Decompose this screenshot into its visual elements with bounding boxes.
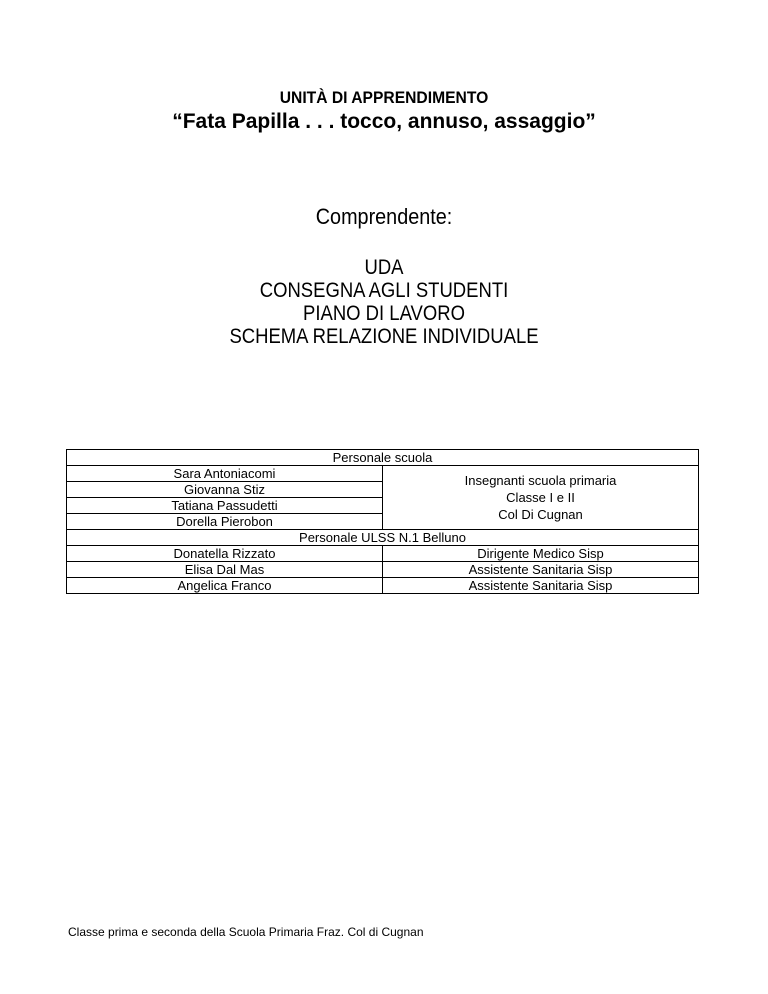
teachers-role-line: Insegnanti scuola primaria (464, 473, 617, 488)
staff-name: Dorella Pierobon (67, 514, 383, 530)
staff-role: Assistente Sanitaria Sisp (383, 578, 699, 594)
document-title: UNITÀ DI APPRENDIMENTO (279, 88, 489, 107)
staff-name: Tatiana Passudetti (67, 498, 383, 514)
table-row (67, 562, 699, 578)
teachers-role-cell (383, 466, 699, 530)
staff-name: Angelica Franco (67, 578, 383, 594)
staff-name: Donatella Rizzato (67, 546, 383, 562)
contents-item: SCHEMA RELAZIONE INDIVIDUALE (229, 325, 539, 348)
staff-role: Dirigente Medico Sisp (383, 546, 699, 562)
table-row (67, 466, 699, 482)
staff-table (66, 449, 699, 594)
staff-role: Assistente Sanitaria Sisp (383, 562, 699, 578)
document-subtitle: “Fata Papilla . . . tocco, annuso, assaggio” (172, 110, 596, 133)
table-row (67, 450, 699, 466)
table-row (67, 578, 699, 594)
contents-item: UDA (364, 256, 404, 279)
contents-item: CONSEGNA AGLI STUDENTI (259, 279, 509, 302)
school-staff-header: Personale scuola (67, 450, 699, 466)
contents-item: PIANO DI LAVORO (303, 302, 465, 325)
teachers-location-line: Col Di Cugnan (498, 507, 583, 522)
staff-name: Giovanna Stiz (67, 482, 383, 498)
ulss-staff-header: Personale ULSS N.1 Belluno (67, 530, 699, 546)
staff-name: Sara Antoniacomi (67, 466, 383, 482)
table-row (67, 546, 699, 562)
comprende-label: Comprendente: (315, 204, 453, 229)
contents-list (0, 256, 768, 348)
page-footer: Classe prima e seconda della Scuola Primaria Fraz. Col di Cugnan (68, 925, 424, 939)
teachers-class-line: Classe I e II (506, 490, 575, 505)
table-row (67, 530, 699, 546)
staff-name: Elisa Dal Mas (67, 562, 383, 578)
